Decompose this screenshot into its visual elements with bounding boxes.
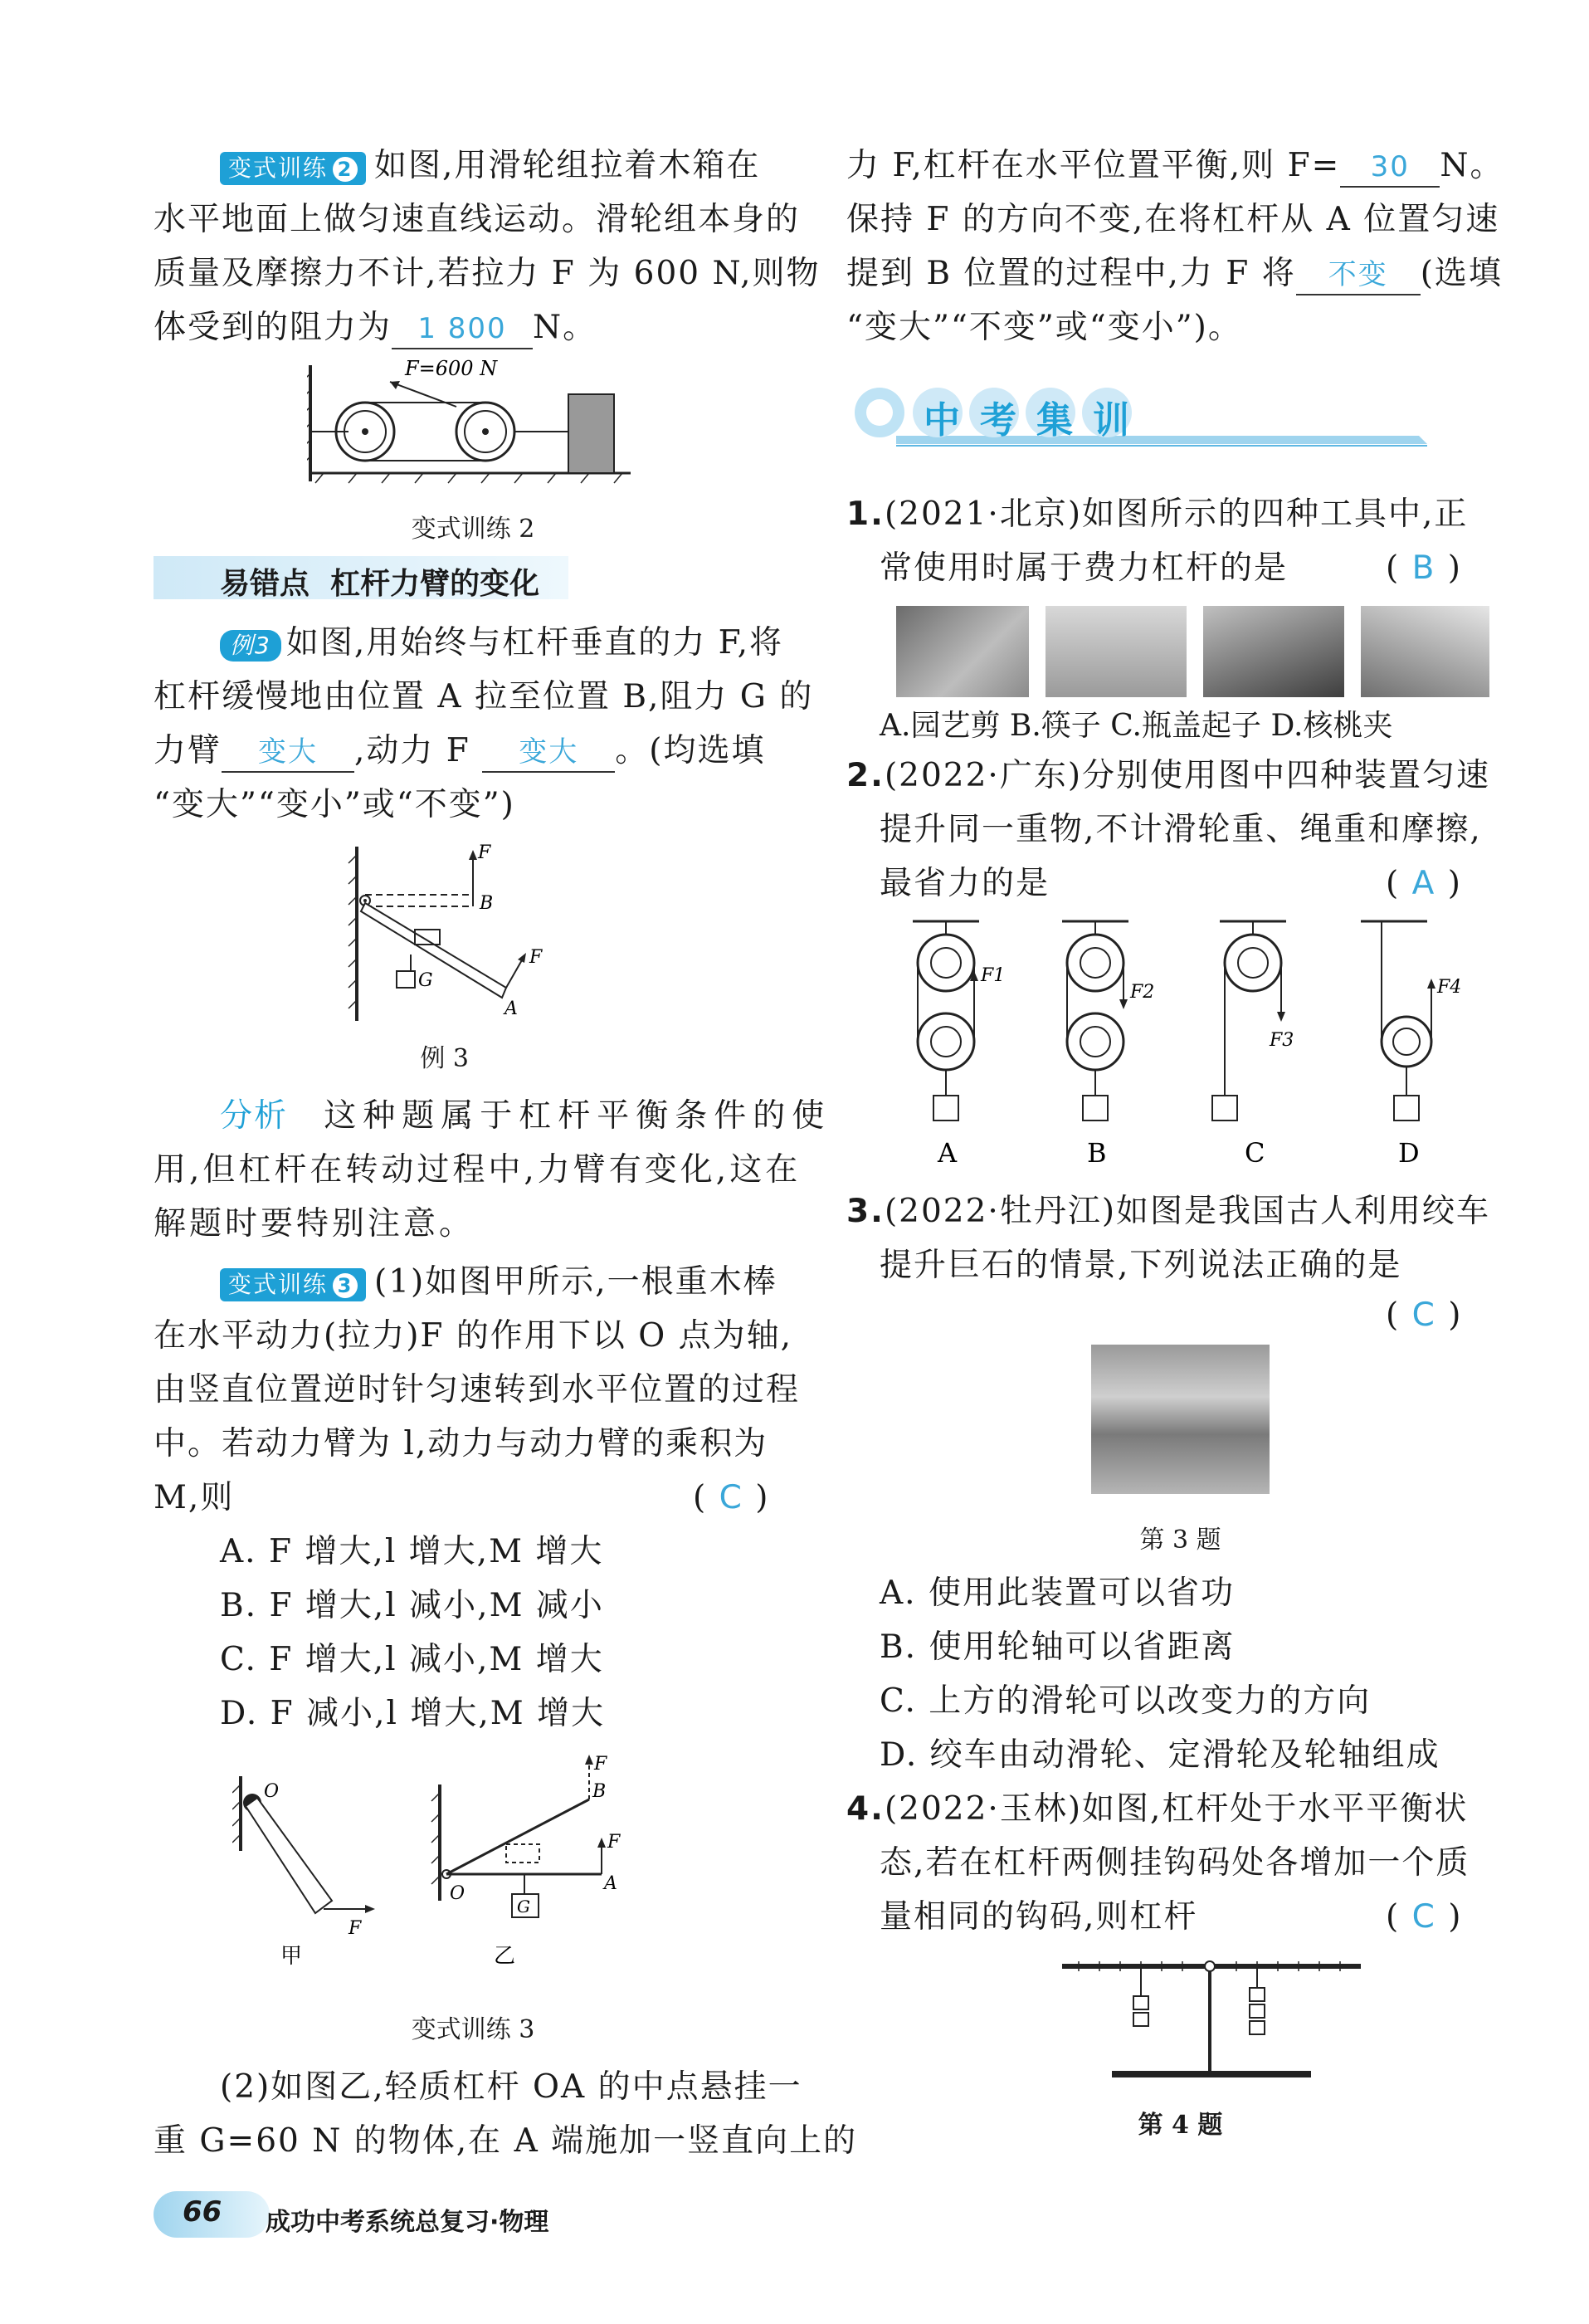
ex3-fig-yi-label: 乙 <box>494 1944 516 1967</box>
example3-tag: 例3 <box>220 630 281 662</box>
example3-label-F-bottom: F <box>529 947 543 968</box>
ex3-tag: 变式训练 3 <box>220 1268 366 1301</box>
ex2-line1: 变式训练 2 如图,用滑轮组拉着木箱在 <box>220 141 760 191</box>
analysis-label: 分析 <box>220 1097 289 1135</box>
cont-line1: 力 F,杠杆在水平位置平衡,则 F= 30 N。 <box>846 141 1504 191</box>
ex3-option-b: B. F 增大,l 减小,M 减小 <box>220 1587 604 1624</box>
q4-answer: C <box>1411 1898 1436 1936</box>
q4-figure <box>1054 1955 1369 2087</box>
example3-label-G: G <box>418 970 433 991</box>
analysis-line3: 解题时要特别注意。 <box>154 1205 475 1243</box>
q4-line3: 量相同的钩码,则杠杆 <box>880 1898 1198 1936</box>
cont-line4: “变大”“不变”或“变小”)。 <box>846 309 1242 346</box>
cont-line2: 保持 F 的方向不变,在将杠杆从 A 位置匀速 <box>846 201 1500 238</box>
q4-answer-bracket: ( C ) <box>1386 1898 1463 1936</box>
example3-answer1: 变大 <box>222 733 354 773</box>
ex3-p2-line2: 重 G=60 N 的物体,在 A 端施加一竖直向上的 <box>154 2122 858 2160</box>
example3-line2: 杠杆缓慢地由位置 A 拉至位置 B,阻力 G 的 <box>154 678 814 715</box>
example3-answer2: 变大 <box>482 733 615 773</box>
q3-option-b: B. 使用轮轴可以省距离 <box>880 1628 1236 1666</box>
q2-force-3: F3 <box>1270 1030 1294 1051</box>
q1-labels: A.园艺剪 B.筷子 C.瓶盖起子 D.核桃夹 <box>880 709 1393 743</box>
ex2-line3: 质量及摩擦力不计,若拉力 F 为 600 N,则物 <box>154 255 821 292</box>
ex2-line4: 体受到的阻力为 1 800 N。 <box>154 303 597 353</box>
q3-answer: C <box>1411 1296 1436 1334</box>
q2-answer: A <box>1411 865 1436 902</box>
ex3-option-d: D. F 减小,l 增大,M 增大 <box>220 1695 606 1732</box>
cont-answer2: 不变 <box>1296 256 1421 295</box>
ex3-line3: 由竖直位置逆时针匀速转到水平位置的过程 <box>154 1371 801 1409</box>
q4-line1: 4.(2022·玉林)如图,杠杆处于水平平衡状 <box>846 1790 1469 1828</box>
q3-option-a: A. 使用此装置可以省功 <box>880 1575 1235 1612</box>
q1-photo-b <box>1046 606 1187 697</box>
cont-line3: 提到 B 位置的过程中,力 F 将 不变 (选填 <box>846 249 1503 299</box>
ex2-force-label: F=600 N <box>405 357 498 380</box>
q1-photo-c <box>1203 606 1344 697</box>
q2-force-4: F4 <box>1437 977 1462 998</box>
ex3-fig-yi-A: A <box>604 1873 617 1894</box>
ex2-tag: 变式训练 2 <box>220 152 366 185</box>
ex3-line5: M,则 <box>154 1479 235 1516</box>
ex3-answer: C <box>719 1479 743 1516</box>
ex3-fig-yi-G: G <box>517 1897 530 1916</box>
ex3-fig-jia-label: 甲 <box>280 1944 303 1967</box>
ex3-line1: 变式训练 3 (1)如图甲所示,一根重木棒 <box>220 1257 777 1307</box>
example3-label-B: B <box>480 893 494 914</box>
ex3-option-c: C. F 增大,l 减小,M 增大 <box>220 1641 604 1678</box>
q2-force-2: F2 <box>1130 982 1155 1003</box>
q2-figure <box>896 913 1477 1179</box>
analysis-line1: 分析 这种题属于杠杆平衡条件的使 <box>220 1097 831 1135</box>
ex3-p2-line1: (2)如图乙,轻质杠杆 OA 的中点悬挂一 <box>220 2068 802 2106</box>
cont-answer1: 30 <box>1340 148 1440 188</box>
analysis-line2: 用,但杠杆在转动过程中,力臂有变化,这在 <box>154 1151 802 1189</box>
ex3-line4: 中。若动力臂为 l,动力与动力臂的乘积为 <box>154 1425 768 1462</box>
ex2-answer: 1 800 <box>392 310 533 349</box>
ex2-figure <box>307 357 631 490</box>
ex3-fig-yi-O: O <box>450 1883 465 1904</box>
ex3-fig-yi-F-right: F <box>607 1832 621 1853</box>
example3-line4: “变大”“变小”或“不变”) <box>154 786 515 823</box>
example3-figure <box>340 838 548 1025</box>
q3-line2: 提升巨石的情景,下列说法正确的是 <box>880 1247 1402 1284</box>
ex3-figures <box>232 1751 730 1967</box>
q3-answer-bracket: ( C ) <box>1386 1296 1463 1334</box>
q2-answer-bracket: ( A ) <box>1386 865 1462 902</box>
weak-point-title: 易错点 杠杆力臂的变化 <box>220 567 540 601</box>
example3-line3: 力臂 变大 ,动力 F 变大 。(均选填 <box>154 726 766 776</box>
q3-option-c: C. 上方的滑轮可以改变力的方向 <box>880 1682 1372 1720</box>
example3-label-A: A <box>504 998 518 1019</box>
q4-caption: 第 4 题 <box>1138 2111 1223 2140</box>
ex2-caption: 变式训练 2 <box>411 515 535 544</box>
example3-caption: 例 3 <box>420 1044 469 1073</box>
q3-photo <box>1091 1345 1270 1494</box>
q1-answer-bracket: ( B ) <box>1386 549 1463 587</box>
q2-line1: 2.(2022·广东)分别使用图中四种装置匀速 <box>846 757 1491 794</box>
q3-caption: 第 3 题 <box>1139 1526 1221 1555</box>
section-title: 中考集训 <box>924 399 1149 442</box>
ex3-answer-bracket: ( C ) <box>693 1479 770 1516</box>
ex2-line2: 水平地面上做匀速直线运动。滑轮组本身的 <box>154 201 801 238</box>
book-title: 成功中考系统总复习·物理 <box>266 2208 549 2237</box>
q3-line1: 3.(2022·牡丹江)如图是我国古人利用绞车 <box>846 1193 1491 1230</box>
ex3-line2: 在水平动力(拉力)F 的作用下以 O 点为轴, <box>154 1317 793 1355</box>
ex3-fig-jia-O: O <box>264 1781 280 1802</box>
q4-line2: 态,若在杠杆两侧挂钩码处各增加一个质 <box>880 1844 1470 1882</box>
page-number: 66 <box>183 2195 222 2229</box>
q1-answer: B <box>1411 549 1436 587</box>
example3-line1: 例3 如图,用始终与杠杆垂直的力 F,将 <box>220 618 783 668</box>
q2-force-1: F1 <box>981 965 1006 986</box>
q2-line3: 最省力的是 <box>880 865 1050 902</box>
q2-label-c: C <box>1245 1137 1265 1169</box>
q1-line1: 1.(2021·北京)如图所示的四种工具中,正 <box>846 496 1469 533</box>
q1-photo-d <box>1361 606 1489 697</box>
ex3-fig-jia-F: F <box>349 1918 362 1939</box>
q2-line2: 提升同一重物,不计滑轮重、绳重和摩擦, <box>880 811 1482 848</box>
q3-option-d: D. 绞车由动滑轮、定滑轮及轮轴组成 <box>880 1736 1440 1774</box>
q1-line2: 常使用时属于费力杠杆的是 <box>880 549 1289 587</box>
q1-photo-a <box>896 606 1029 697</box>
ex3-caption: 变式训练 3 <box>411 2015 535 2044</box>
q2-label-d: D <box>1398 1137 1420 1169</box>
q2-label-a: A <box>938 1137 958 1169</box>
ex3-fig-yi-B: B <box>592 1781 607 1802</box>
ex3-option-a: A. F 增大,l 增大,M 增大 <box>220 1533 604 1570</box>
example3-label-F-top: F <box>478 842 491 863</box>
q2-label-b: B <box>1087 1137 1107 1169</box>
ex3-fig-yi-F-top: F <box>594 1754 607 1775</box>
